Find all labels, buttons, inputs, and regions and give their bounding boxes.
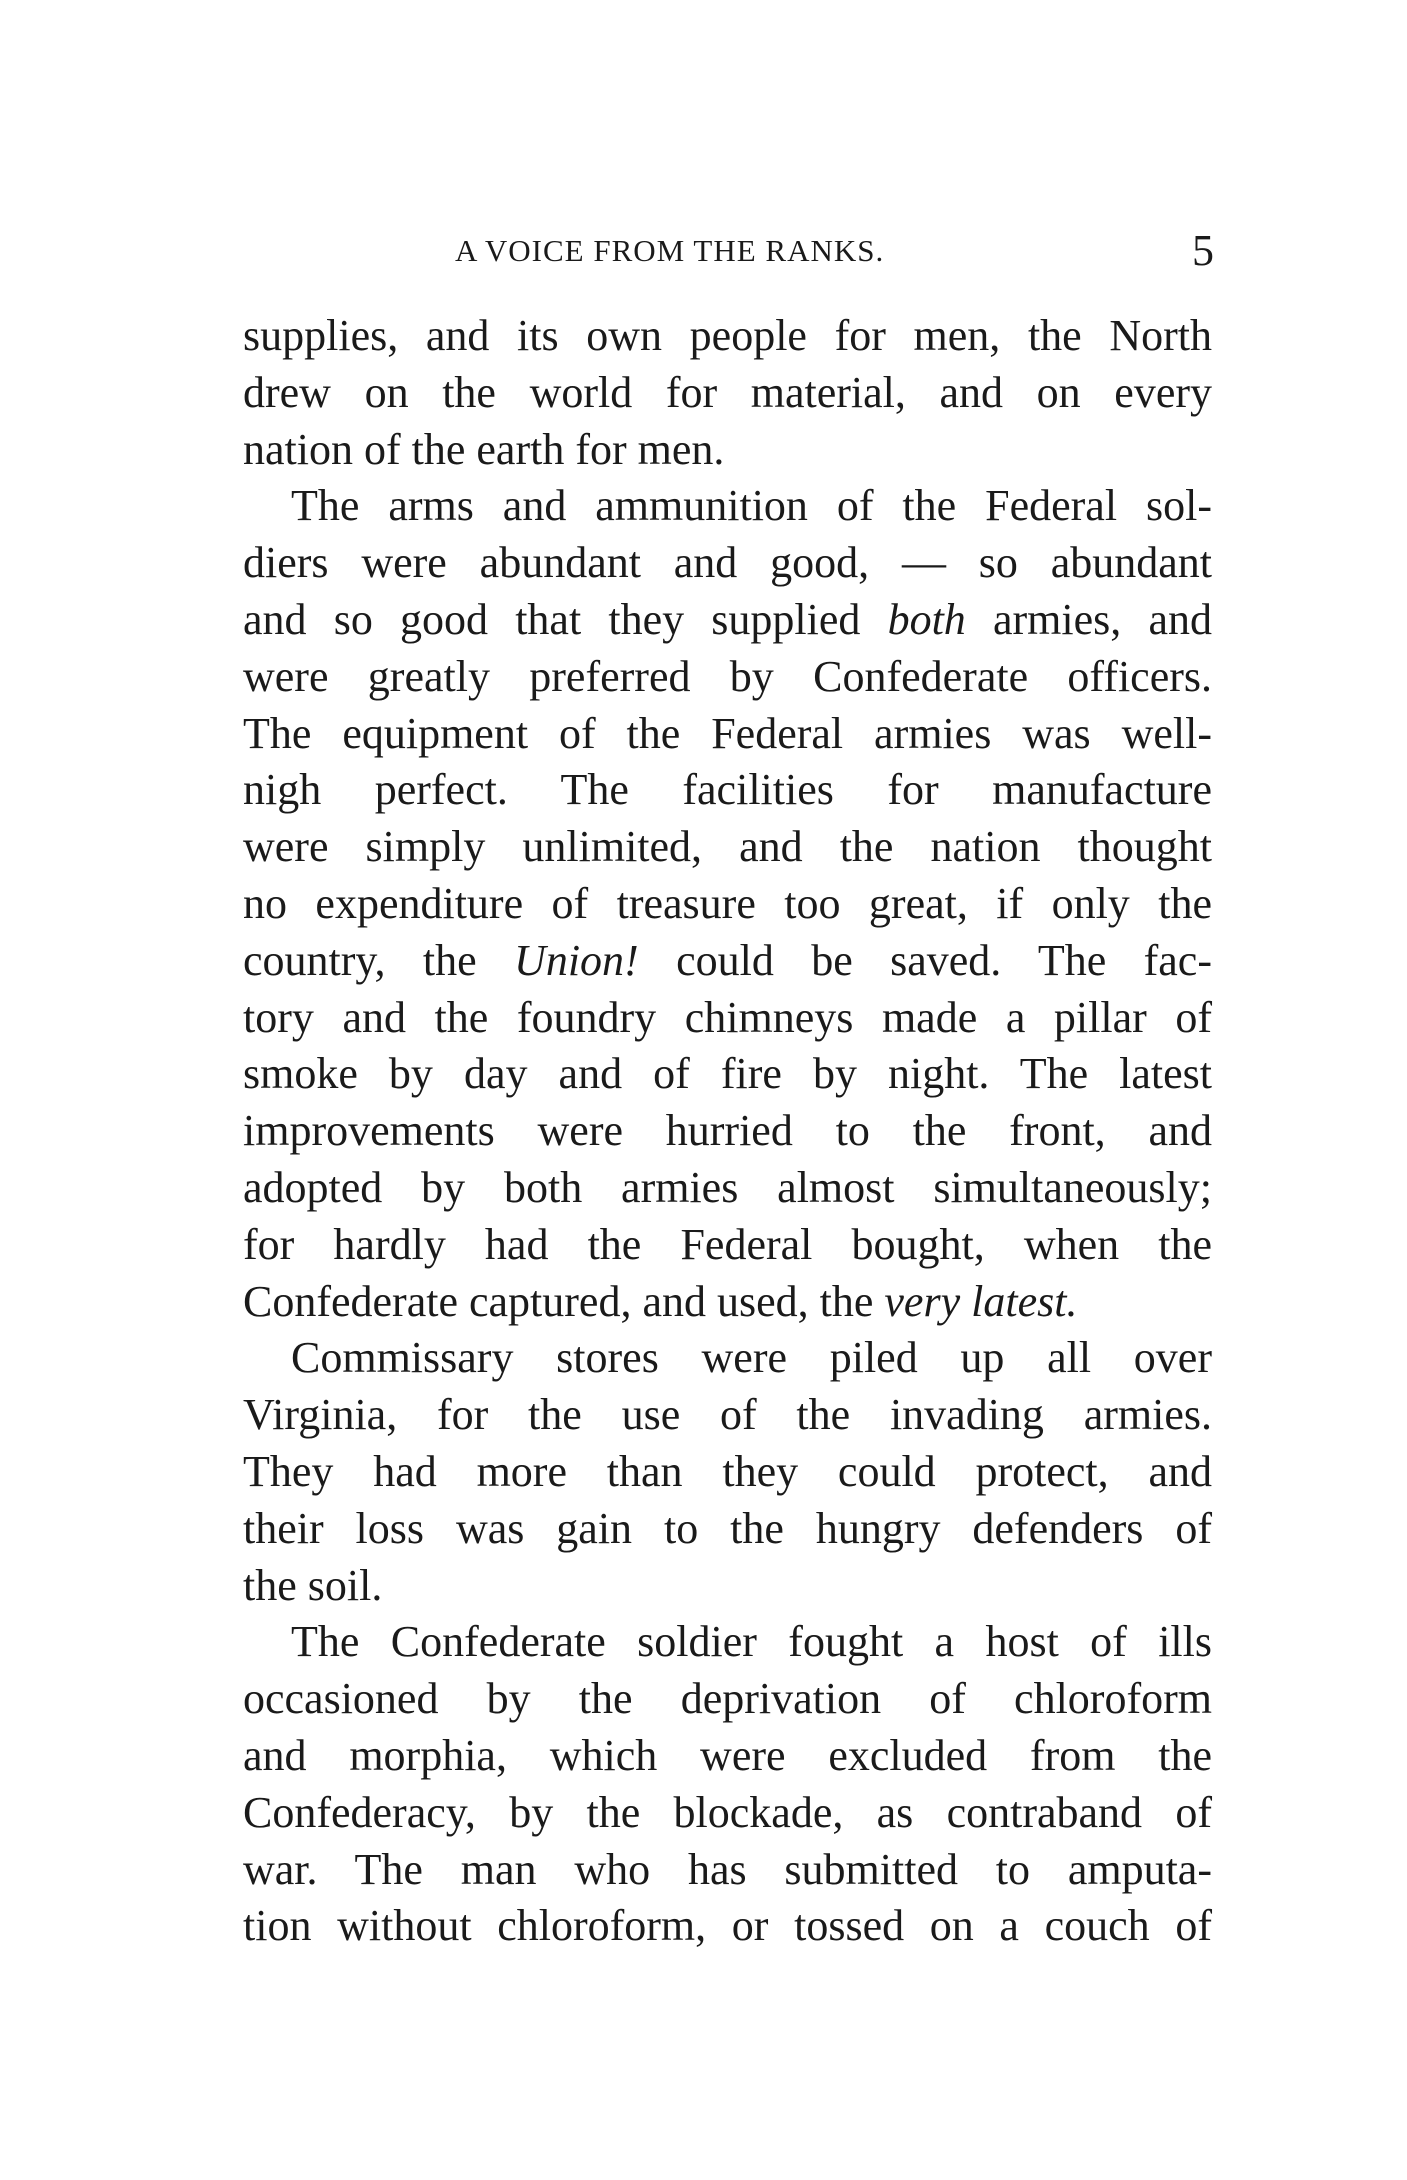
text-segment: Confederate captured, and used, the <box>243 1276 885 1326</box>
text-line: for hardly had the Federal bought, when the <box>243 1219 1212 1269</box>
text-line: tion without chloroform, or tossed on a couch of <box>243 1901 1212 1951</box>
text-line: were greatly preferred by Confederate officers. <box>243 651 1212 701</box>
text-line: nigh perfect. The facilities for manufacture <box>243 765 1212 815</box>
italic-phrase: very latest. <box>884 1276 1078 1326</box>
paragraph-start-line: The arms and ammunition of the Federal sol- <box>291 481 1212 531</box>
text-line: diers were abundant and good, — so abundant <box>243 538 1212 588</box>
text-line <box>243 1274 1212 1331</box>
body-text <box>243 308 1212 1955</box>
running-title: A VOICE FROM THE RANKS. <box>455 233 885 268</box>
italic-word: Union! <box>514 935 639 985</box>
text-line: smoke by day and of fire by night. The latest <box>243 1049 1212 1099</box>
text-line: They had more than they could protect, and <box>243 1446 1212 1496</box>
text-line: improvements were hurried to the front, and <box>243 1106 1212 1156</box>
italic-word: both <box>887 594 966 644</box>
page-number: 5 <box>1192 226 1215 275</box>
text-line: Virginia, for the use of the invading armies. <box>243 1390 1212 1440</box>
text-line: no expenditure of treasure too great, if only the <box>243 878 1212 928</box>
text-line: tory and the foundry chimneys made a pillar of <box>243 992 1212 1042</box>
text-line: nation of the earth for men. <box>243 424 725 474</box>
text-line: their loss was gain to the hungry defenders of <box>243 1503 1212 1553</box>
text-line <box>243 933 1212 990</box>
text-line: drew on the world for material, and on every <box>243 367 1212 417</box>
text-line: Confederacy, by the blockade, as contraband of <box>243 1787 1212 1837</box>
text-line: and morphia, which were excluded from the <box>243 1730 1212 1780</box>
text-line: supplies, and its own people for men, the North <box>243 311 1212 360</box>
text-line: war. The man who has submitted to amputa- <box>243 1844 1212 1894</box>
paragraph-start-line: Commissary stores were piled up all over <box>291 1333 1212 1383</box>
text-segment: armies, and <box>965 594 1212 644</box>
paragraph-start-line: The Confederate soldier fought a host of ills <box>291 1617 1212 1667</box>
text-line: occasioned by the deprivation of chloroform <box>243 1674 1212 1724</box>
text-segment: could be saved. The fac- <box>638 935 1212 985</box>
text-segment: country, the <box>243 935 515 985</box>
text-line: the soil. <box>243 1560 383 1610</box>
text-segment: and so good that they supplied <box>243 594 888 644</box>
text-line: adopted by both armies almost simultaneously; <box>243 1162 1212 1212</box>
text-line: The equipment of the Federal armies was well- <box>243 708 1212 758</box>
running-head <box>405 225 1215 275</box>
text-line: were simply unlimited, and the nation thought <box>243 822 1212 872</box>
text-line <box>243 592 1212 649</box>
